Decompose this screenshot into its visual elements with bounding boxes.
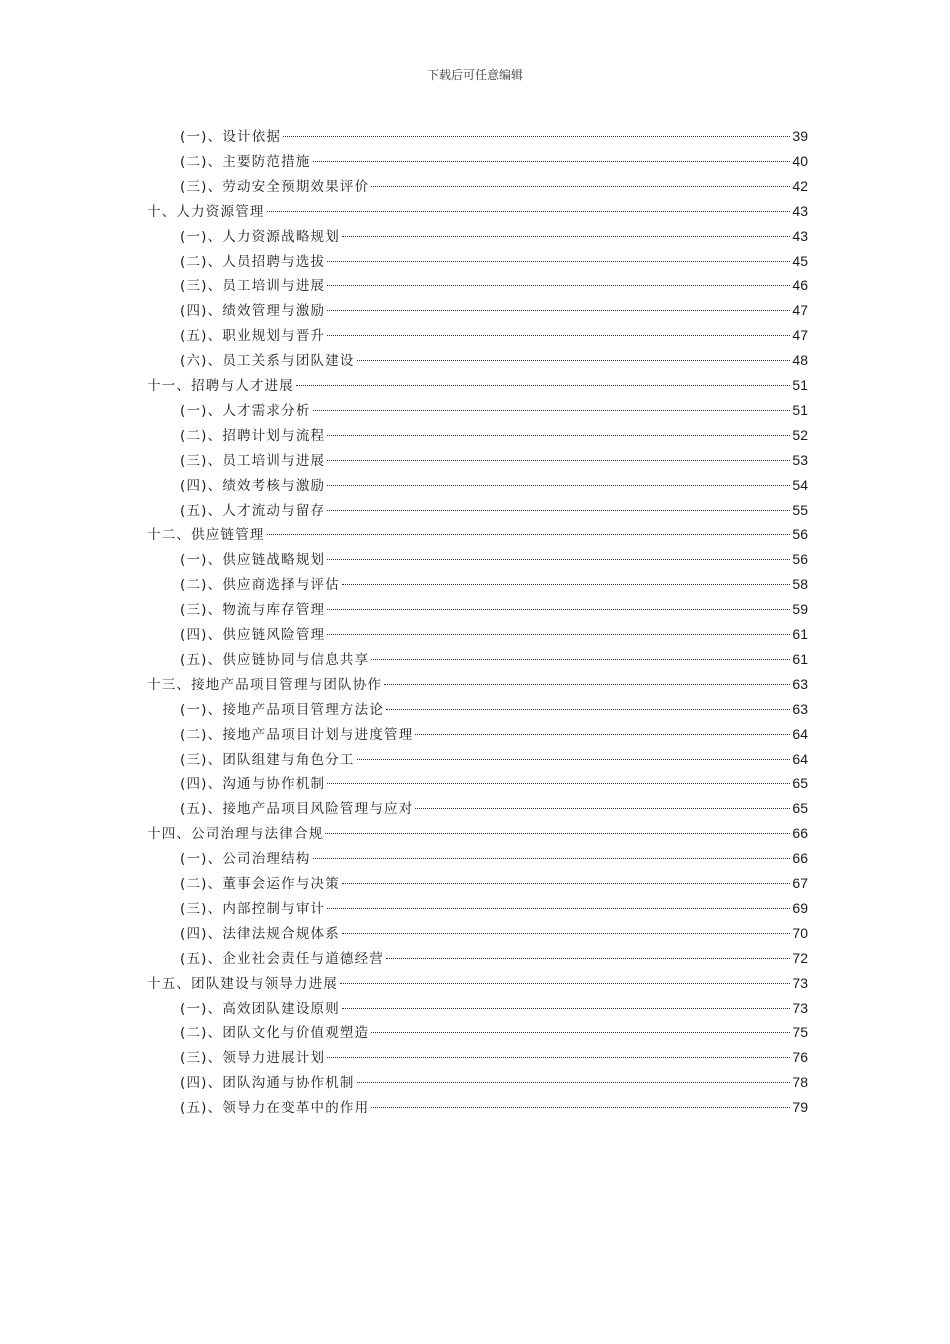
toc-page-number: 78 xyxy=(792,1074,808,1091)
toc-section-entry[interactable] xyxy=(180,996,808,1020)
toc-dot-leader xyxy=(357,1082,791,1083)
toc-chapter-entry[interactable] xyxy=(147,971,808,995)
toc-dot-leader xyxy=(327,559,790,560)
toc-section-entry[interactable] xyxy=(180,473,808,497)
page-header: 下载后可任意编辑 xyxy=(426,68,523,82)
toc-entry-title: (三)、领导力进展计划 xyxy=(180,1050,326,1067)
toc-dot-leader xyxy=(327,310,790,311)
toc-page-number: 66 xyxy=(792,825,808,842)
toc-section-entry[interactable] xyxy=(180,597,808,621)
toc-page-number: 64 xyxy=(792,725,808,742)
toc-dot-leader xyxy=(342,1008,790,1009)
toc-section-entry[interactable] xyxy=(180,697,808,721)
toc-entry-title: (三)、员工培训与进展 xyxy=(180,452,326,469)
toc-section-entry[interactable] xyxy=(180,1045,808,1069)
toc-dot-leader xyxy=(371,1107,790,1108)
toc-section-entry[interactable] xyxy=(180,448,808,472)
toc-dot-leader xyxy=(327,485,790,486)
toc-entry-title: (一)、人才需求分析 xyxy=(180,402,311,419)
toc-section-entry[interactable] xyxy=(180,149,808,173)
toc-chapter-entry[interactable] xyxy=(147,373,808,397)
toc-dot-leader xyxy=(327,510,790,511)
toc-entry-title: (四)、绩效管理与激励 xyxy=(180,303,326,320)
toc-page-number: 61 xyxy=(792,626,808,642)
toc-entry-title: (二)、团队文化与价值观塑造 xyxy=(180,1025,370,1042)
toc-dot-leader xyxy=(357,360,791,361)
toc-section-entry[interactable] xyxy=(180,572,808,596)
toc-page-number: 43 xyxy=(792,227,808,244)
toc-entry-title: (六)、员工关系与团队建设 xyxy=(180,353,355,370)
toc-entry-title: (五)、职业规划与晋升 xyxy=(180,328,326,345)
toc-entry-title: (一)、公司治理结构 xyxy=(180,851,311,868)
toc-dot-leader xyxy=(313,410,791,411)
toc-page-number: 55 xyxy=(792,501,808,518)
toc-dot-leader xyxy=(327,1057,790,1058)
toc-section-entry[interactable] xyxy=(180,771,808,795)
toc-page-number: 56 xyxy=(792,551,808,568)
toc-page-number: 48 xyxy=(792,352,808,369)
toc-page-number: 65 xyxy=(792,800,808,817)
toc-section-entry[interactable] xyxy=(180,498,808,522)
toc-entry-title: (四)、供应链风险管理 xyxy=(180,627,326,643)
toc-page-number: 72 xyxy=(792,949,808,966)
toc-section-entry[interactable] xyxy=(180,273,808,297)
toc-page-number: 51 xyxy=(792,401,808,418)
toc-section-entry[interactable] xyxy=(180,921,808,945)
toc-section-entry[interactable] xyxy=(180,1020,808,1044)
toc-entry-title: (四)、团队沟通与协作机制 xyxy=(180,1075,355,1092)
toc-entry-title: (三)、内部控制与审计 xyxy=(180,900,326,917)
toc-dot-leader xyxy=(327,335,790,336)
toc-section-entry[interactable] xyxy=(180,423,808,447)
toc-entry-title: (三)、物流与库存管理 xyxy=(180,602,326,619)
toc-page-number: 61 xyxy=(792,650,808,667)
toc-entry-title: (五)、供应链协同与信息共享 xyxy=(180,651,370,668)
toc-dot-leader xyxy=(313,161,791,162)
toc-entry-title: (二)、招聘计划与流程 xyxy=(180,427,326,444)
toc-page-number: 56 xyxy=(792,526,808,543)
toc-page-number: 59 xyxy=(792,601,808,618)
toc-page-number: 42 xyxy=(792,177,808,194)
toc-section-entry[interactable] xyxy=(180,747,808,771)
toc-page-number: 39 xyxy=(792,128,808,144)
toc-dot-leader xyxy=(386,709,790,710)
toc-dot-leader xyxy=(327,634,790,635)
toc-entry-title: 十四、公司治理与法律合规 xyxy=(147,826,324,843)
toc-page-number: 64 xyxy=(792,750,808,767)
toc-section-entry[interactable] xyxy=(180,796,808,820)
toc-page-number: 73 xyxy=(792,999,808,1016)
toc-page-number: 54 xyxy=(792,476,808,493)
toc-dot-leader xyxy=(267,211,791,212)
toc-page-number: 65 xyxy=(792,775,808,792)
toc-chapter-entry[interactable] xyxy=(147,522,808,546)
toc-page-number: 47 xyxy=(792,327,808,344)
toc-page-number: 43 xyxy=(792,202,808,219)
toc-section-entry[interactable] xyxy=(180,398,808,422)
toc-entry-title: (五)、人才流动与留存 xyxy=(180,502,326,519)
toc-page-number: 51 xyxy=(792,377,808,393)
toc-dot-leader xyxy=(327,908,790,909)
toc-dot-leader xyxy=(313,858,791,859)
toc-entry-title: (三)、劳动安全预期效果评价 xyxy=(180,178,370,195)
toc-dot-leader xyxy=(415,808,790,809)
toc-section-entry[interactable] xyxy=(180,249,808,273)
toc-dot-leader xyxy=(342,883,790,884)
toc-dot-leader xyxy=(386,958,790,959)
toc-entry-title: (一)、设计依据 xyxy=(180,129,282,145)
toc-entry-title: (五)、企业社会责任与道德经营 xyxy=(180,950,385,967)
toc-dot-leader xyxy=(267,534,791,535)
toc-page-number: 75 xyxy=(792,1024,808,1041)
toc-dot-leader xyxy=(342,933,790,934)
toc-entry-title: (二)、主要防范措施 xyxy=(180,153,311,170)
toc-dot-leader xyxy=(325,833,790,834)
toc-page-number: 45 xyxy=(792,252,808,269)
toc-dot-leader xyxy=(327,460,790,461)
toc-chapter-entry[interactable] xyxy=(147,821,808,845)
toc-dot-leader xyxy=(371,1032,790,1033)
toc-page-number: 58 xyxy=(792,576,808,593)
toc-page-number: 67 xyxy=(792,875,808,891)
toc-dot-leader xyxy=(371,186,790,187)
toc-section-entry[interactable] xyxy=(180,323,808,347)
toc-dot-leader xyxy=(296,385,790,386)
toc-section-entry[interactable] xyxy=(180,722,808,746)
toc-page-number: 66 xyxy=(792,850,808,867)
toc-section-entry[interactable] xyxy=(180,871,808,895)
toc-dot-leader xyxy=(357,759,791,760)
toc-dot-leader xyxy=(327,783,790,784)
toc-entry-title: (五)、领导力在变革中的作用 xyxy=(180,1100,370,1117)
toc-chapter-entry[interactable] xyxy=(147,672,808,696)
toc-entry-title: (一)、高效团队建设原则 xyxy=(180,1000,340,1017)
toc-entry-title: (五)、接地产品项目风险管理与应对 xyxy=(180,801,414,818)
toc-dot-leader xyxy=(283,136,790,137)
toc-dot-leader xyxy=(327,261,790,262)
toc-dot-leader xyxy=(371,659,790,660)
toc-entry-title: (一)、接地产品项目管理方法论 xyxy=(180,701,385,718)
toc-page-number: 73 xyxy=(792,974,808,991)
toc-section-entry[interactable] xyxy=(180,1070,808,1094)
toc-entry-title: 十一、招聘与人才进展 xyxy=(147,378,294,394)
toc-section-entry[interactable] xyxy=(180,647,808,671)
toc-dot-leader xyxy=(342,584,790,585)
toc-page-number: 52 xyxy=(792,426,808,443)
toc-page-number: 53 xyxy=(792,451,808,468)
toc-entry-title: (二)、人员招聘与选拔 xyxy=(180,253,326,270)
toc-page-number: 47 xyxy=(792,302,808,319)
toc-page-number: 63 xyxy=(792,675,808,692)
toc-entry-title: (四)、法律法规合规体系 xyxy=(180,925,340,942)
toc-section-entry[interactable] xyxy=(180,547,808,571)
toc-dot-leader xyxy=(384,684,790,685)
toc-dot-leader xyxy=(342,236,790,237)
toc-entry-title: (四)、沟通与协作机制 xyxy=(180,776,326,793)
toc-section-entry[interactable] xyxy=(180,298,808,322)
toc-dot-leader xyxy=(340,983,790,984)
toc-section-entry[interactable] xyxy=(180,946,808,970)
toc-entry-title: (一)、人力资源战略规划 xyxy=(180,228,340,245)
toc-dot-leader xyxy=(327,435,790,436)
toc-page-number: 79 xyxy=(792,1099,808,1116)
toc-page-number: 46 xyxy=(792,277,808,294)
toc-page-number: 63 xyxy=(792,700,808,717)
toc-entry-title: (二)、供应商选择与评估 xyxy=(180,577,340,594)
toc-section-entry[interactable] xyxy=(180,348,808,372)
toc-dot-leader xyxy=(327,285,790,286)
toc-section-entry[interactable] xyxy=(180,1095,808,1119)
toc-dot-leader xyxy=(415,734,790,735)
toc-entry-title: 十二、供应链管理 xyxy=(147,527,265,544)
toc-entry-title: (二)、董事会运作与决策 xyxy=(180,876,340,892)
toc-dot-leader xyxy=(327,609,790,610)
toc-section-entry[interactable] xyxy=(180,224,808,248)
toc-section-entry[interactable] xyxy=(180,174,808,198)
toc-page-number: 40 xyxy=(792,152,808,169)
toc-page-number: 70 xyxy=(792,924,808,941)
toc-chapter-entry[interactable] xyxy=(147,199,808,223)
toc-entry-title: (一)、供应链战略规划 xyxy=(180,552,326,569)
toc-entry-title: (三)、员工培训与进展 xyxy=(180,278,326,295)
toc-section-entry[interactable] xyxy=(180,622,808,646)
toc-entry-title: (四)、绩效考核与激励 xyxy=(180,477,326,494)
toc-entry-title: 十三、接地产品项目管理与团队协作 xyxy=(147,676,383,693)
toc-section-entry[interactable] xyxy=(180,124,808,148)
toc-section-entry[interactable] xyxy=(180,846,808,870)
toc-entry-title: (三)、团队组建与角色分工 xyxy=(180,751,355,768)
toc-page-number: 76 xyxy=(792,1049,808,1066)
toc-entry-title: 十五、团队建设与领导力进展 xyxy=(147,975,339,992)
toc-page-number: 69 xyxy=(792,899,808,916)
toc-section-entry[interactable] xyxy=(180,896,808,920)
toc-entry-title: (二)、接地产品项目计划与进度管理 xyxy=(180,726,414,743)
toc-entry-title: 十、人力资源管理 xyxy=(147,203,265,220)
